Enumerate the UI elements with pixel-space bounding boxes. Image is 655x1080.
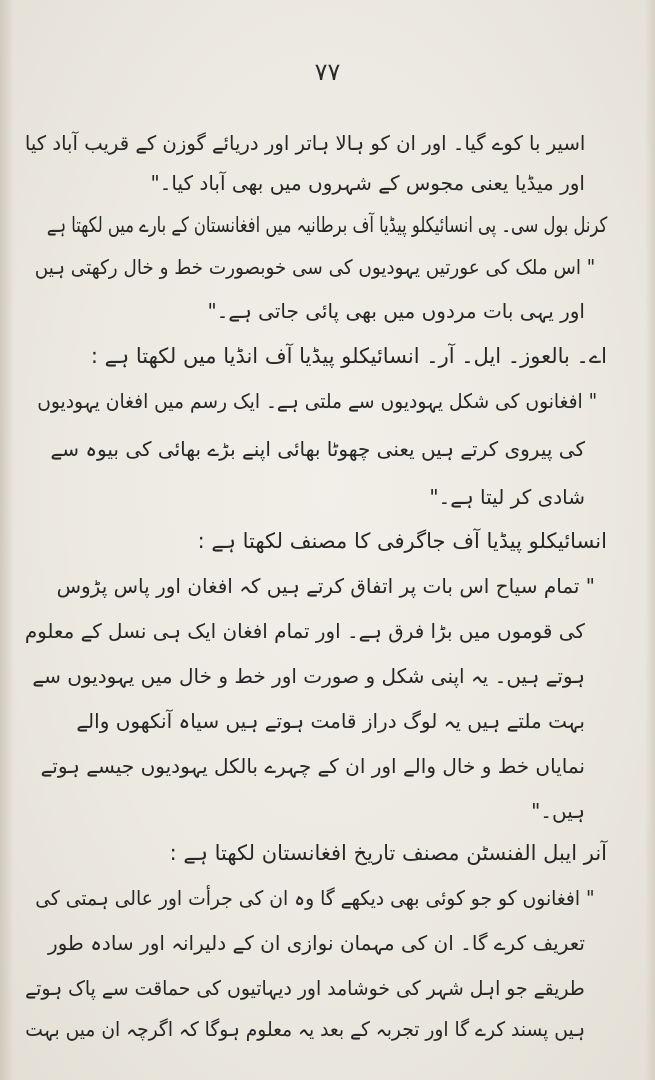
text-block [0,118,655,1048]
paragraph-heading: آنر ایبل الفنسٹن مصنف تاریخ افغانستان لکھتا ہے : [169,841,607,865]
text-line: ہوتے ہیں۔ یہ اپنی شکل و صورت اور خط و خال میں یہودیوں سے [32,664,585,688]
text-line: کی پیروی کرتے ہیں یعنی چھوٹا بھائی اپنے بڑے بھائی کی بیوہ سے [50,437,585,461]
text-line: ہیں۔" [531,799,585,823]
text-line: " افغانوں کو جو کوئی بھی دیکھے گا وہ ان کی جرأت اور عالی ہمتی کی [35,886,595,910]
text-line: کی قوموں میں بڑا فرق ہے۔ اور تمام افغان ایک ہی نسل کے معلوم [25,619,585,643]
text-line: اسیر با کوے گیا۔ اور ان کو ہالا ہاتر اور دریائے گوزن کے قریب آباد کیا [24,131,585,155]
text-line: نمایاں خط و خال والے اور ان کے چہرے بالکل یہودیوں جیسے ہوتے [40,754,585,778]
text-line: " افغانوں کی شکل یہودیوں سے ملتی ہے۔ ایک رسم میں افغان یہودیوں [36,389,597,413]
text-line: شادی کر لیتا ہے۔" [429,485,585,509]
text-line: تعریف کرے گا۔ ان کی مہمان نوازی ان کے دلیرانہ اور سادہ طور [47,931,585,955]
text-line: بہت ملتے ہیں یہ لوگ دراز قامت ہوتے ہیں سیاہ آنکھوں والے [76,709,585,733]
text-line: " اس ملک کی عورتیں یہودیوں کی سی خوبصورت خط و خال رکھتی ہیں [34,255,595,279]
text-line: اور یہی بات مردوں میں بھی پائی جاتی ہے۔" [207,299,585,323]
text-line: اور میڈیا یعنی مجوس کے شہروں میں بھی آباد کیا۔" [150,171,585,195]
text-line: " تمام سیاح اس بات پر اتفاق کرتے ہیں کہ افغان اور پاس پڑوس [56,574,595,598]
paragraph-heading: انسائیکلو پیڈیا آف جاگرفی کا مصنف لکھتا ہے : [197,529,607,553]
page-number: ۷۷ [314,58,341,86]
text-line: ہیں پسند کرے گا اور تجربہ کے بعد یہ معلوم ہوگا کہ اگرچہ ان میں بہت [25,1017,585,1041]
text-line: طریقے جو اہل شہر کی خوشامد اور دیہاتیوں کی حماقت سے پاک ہوتے [25,976,585,1000]
paragraph-heading: اے۔ بالعوز۔ ایل۔ آر۔ انسائیکلو پیڈیا آف انڈیا میں لکھتا ہے : [90,344,607,368]
paragraph-heading: کرنل بول سی۔ پی انسائیکلو پیڈیا آف برطانیہ میں افغانستان کے بارے میں لکھتا ہے [46,213,607,237]
